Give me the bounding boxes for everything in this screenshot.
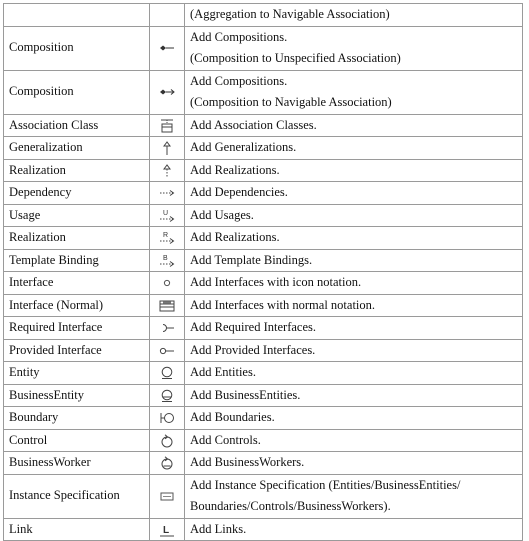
description-line: Add Instance Specification (Entities/BusinessEntities/ (190, 477, 461, 492)
tool-icon-cell (150, 339, 185, 362)
tool-icon-cell (150, 70, 185, 114)
table-row (4, 452, 523, 475)
tool-reference-table (3, 3, 523, 541)
tool-description (185, 70, 523, 114)
description-line: Add Compositions. (190, 73, 288, 88)
description-line: Add Compositions. (190, 29, 288, 44)
table-row (4, 4, 523, 27)
association-class-icon (159, 118, 175, 134)
table-row (4, 407, 523, 430)
description-line: Add Dependencies. (190, 185, 288, 199)
description-line: Add Links. (190, 521, 247, 536)
tool-icon-cell (150, 452, 185, 475)
tool-description (185, 518, 523, 541)
tool-name: Composition (4, 26, 150, 70)
table-row (4, 339, 523, 362)
tool-description (185, 272, 523, 295)
interface-normal-icon (159, 298, 175, 314)
tool-name: BusinessWorker (4, 452, 150, 475)
tool-icon-cell (150, 159, 185, 182)
composition-icon (159, 40, 175, 56)
description-line: (Composition to Unspecified Association) (190, 51, 401, 65)
tool-description (185, 384, 523, 407)
tool-name: Realization (4, 159, 150, 182)
tool-description (185, 407, 523, 430)
tool-icon-cell (150, 114, 185, 137)
tool-name: Composition (4, 70, 150, 114)
table-row (4, 70, 523, 114)
tool-name: Usage (4, 204, 150, 227)
description-line: Add Interfaces with icon notation. (190, 275, 362, 289)
tool-description (185, 452, 523, 475)
table-row (4, 26, 523, 70)
instance-specification-icon (159, 488, 175, 504)
boundary-icon (159, 410, 175, 426)
tool-icon-cell (150, 429, 185, 452)
tool-description (185, 474, 523, 518)
tool-icon-cell (150, 249, 185, 272)
tool-icon-cell (150, 204, 185, 227)
table-row (4, 294, 523, 317)
description-line: Add BusinessEntities. (190, 387, 301, 402)
template-binding-icon (159, 253, 175, 269)
tool-icon-cell (150, 4, 185, 27)
realization-icon (159, 163, 175, 179)
description-line: Add Template Bindings. (190, 252, 313, 267)
tool-name: Interface (Normal) (4, 294, 150, 317)
description-line: Add Usages. (190, 207, 254, 222)
tool-name: Required Interface (4, 317, 150, 340)
entity-icon (159, 365, 175, 381)
table-row (4, 182, 523, 205)
table-body (4, 4, 523, 541)
tool-name: Link (4, 518, 150, 541)
tool-name: Association Class (4, 114, 150, 137)
usage-icon (159, 208, 175, 224)
business-entity-icon (159, 388, 175, 404)
tool-name: Provided Interface (4, 339, 150, 362)
tool-icon-cell (150, 227, 185, 250)
table-row (4, 518, 523, 541)
description-line: Add Required Interfaces. (190, 320, 316, 334)
table-row (4, 249, 523, 272)
svg-text:L: L (163, 524, 170, 536)
tool-description (185, 114, 523, 137)
svg-text:R: R (163, 232, 169, 240)
table-row (4, 474, 523, 518)
description-line: Add Provided Interfaces. (190, 342, 316, 357)
description-line: (Composition to Navigable Association) (190, 95, 392, 109)
table-row (4, 429, 523, 452)
tool-name: Entity (4, 362, 150, 385)
tool-description (185, 204, 523, 227)
tool-description (185, 339, 523, 362)
table-row (4, 227, 523, 250)
table-row (4, 114, 523, 137)
tool-description (185, 294, 523, 317)
table-row (4, 159, 523, 182)
required-interface-icon (159, 320, 175, 336)
tool-icon-cell (150, 317, 185, 340)
table-row (4, 317, 523, 340)
tool-name: Boundary (4, 407, 150, 430)
tool-name: Control (4, 429, 150, 452)
description-line: Add Boundaries. (190, 410, 275, 424)
tool-name: BusinessEntity (4, 384, 150, 407)
tool-description (185, 137, 523, 160)
control-icon (159, 433, 175, 449)
generalization-icon (159, 140, 175, 156)
table-row (4, 137, 523, 160)
tool-description (185, 182, 523, 205)
tool-description (185, 317, 523, 340)
tool-icon-cell (150, 272, 185, 295)
tool-icon-cell (150, 362, 185, 385)
description-line: Add Generalizations. (190, 140, 297, 154)
provided-interface-icon (159, 343, 175, 359)
table-row (4, 384, 523, 407)
tool-name (4, 4, 150, 27)
tool-description (185, 4, 523, 27)
tool-description (185, 429, 523, 452)
dependency-icon (159, 185, 175, 201)
tool-name: Template Binding (4, 249, 150, 272)
tool-name: Realization (4, 227, 150, 250)
tool-icon-cell (150, 294, 185, 317)
svg-text:B: B (163, 254, 168, 262)
description-line: Add Interfaces with normal notation. (190, 297, 376, 312)
tool-icon-cell (150, 137, 185, 160)
description-line: Add Controls. (190, 432, 261, 447)
description-line: Add Entities. (190, 365, 256, 379)
description-line: Add Association Classes. (190, 117, 317, 132)
tool-icon-cell (150, 407, 185, 430)
composition-navigable-icon (159, 84, 175, 100)
description-line: (Aggregation to Navigable Association) (190, 7, 390, 21)
description-line: Boundaries/Controls/BusinessWorkers). (190, 499, 391, 513)
link-icon (159, 522, 175, 538)
table-row (4, 204, 523, 227)
tool-description (185, 249, 523, 272)
description-line: Add Realizations. (190, 162, 280, 177)
svg-text:U: U (163, 209, 169, 217)
tool-name: Generalization (4, 137, 150, 160)
tool-icon-cell (150, 518, 185, 541)
tool-name: Interface (4, 272, 150, 295)
table-row (4, 362, 523, 385)
tool-name: Instance Specification (4, 474, 150, 518)
tool-description (185, 227, 523, 250)
description-line: Add BusinessWorkers. (190, 455, 305, 469)
description-line: Add Realizations. (190, 230, 280, 244)
tool-icon-cell (150, 182, 185, 205)
tool-description (185, 159, 523, 182)
tool-icon-cell (150, 26, 185, 70)
business-worker-icon (159, 455, 175, 471)
realization-r-icon (159, 230, 175, 246)
tool-icon-cell (150, 474, 185, 518)
table-row (4, 272, 523, 295)
tool-description (185, 26, 523, 70)
tool-name: Dependency (4, 182, 150, 205)
interface-icon (159, 275, 175, 291)
tool-description (185, 362, 523, 385)
tool-icon-cell (150, 384, 185, 407)
